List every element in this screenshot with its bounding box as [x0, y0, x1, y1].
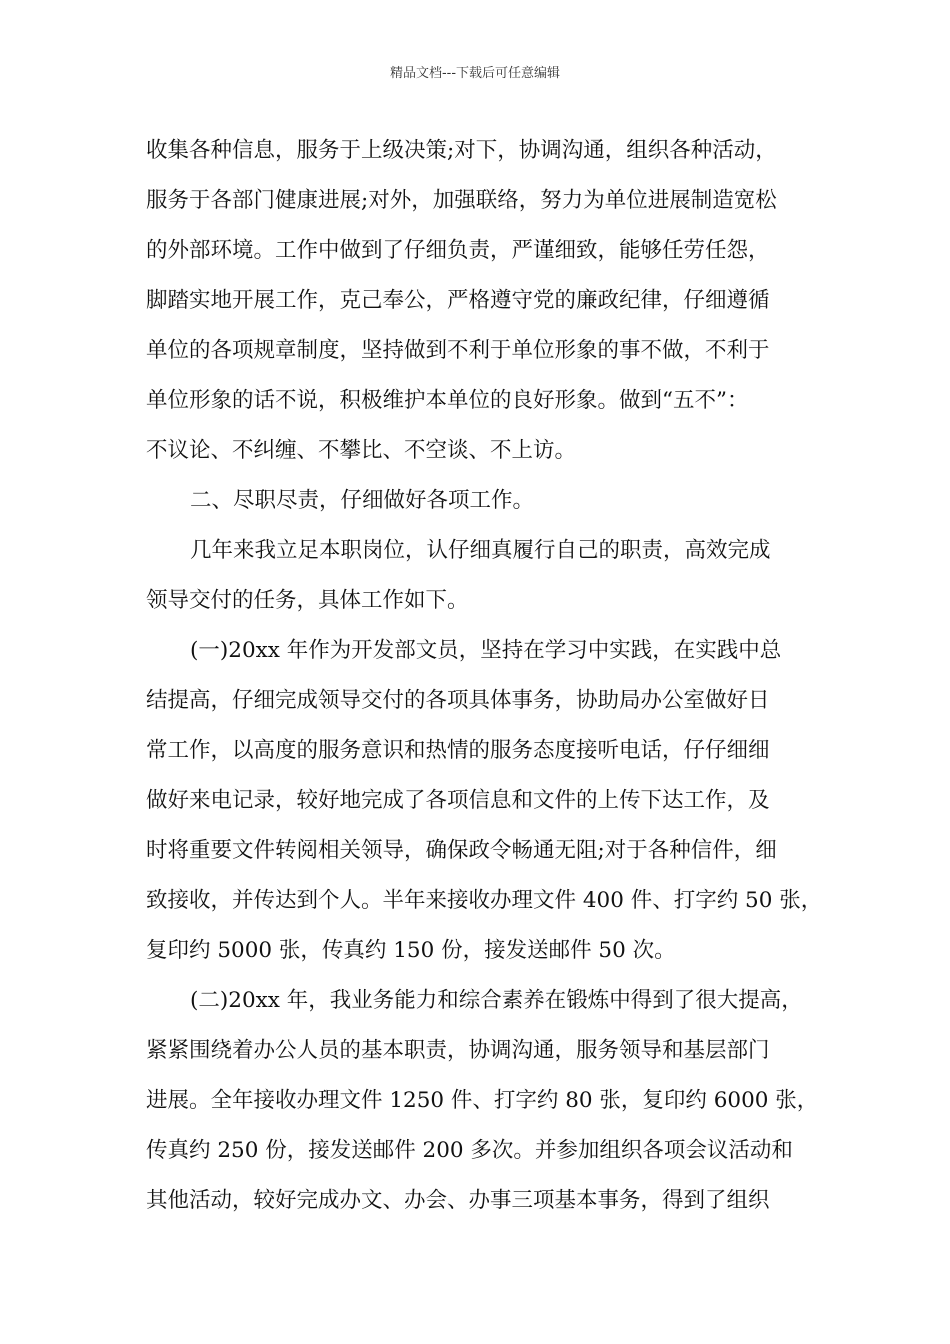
text-line: 几年来我立足本职岗位，认仔细真履行自己的职责，高效完成: [190, 538, 771, 563]
text-line: 常工作，以高度的服务意识和热情的服务态度接听电话，仔仔细细: [146, 738, 770, 763]
text-line: 单位的各项规章制度，坚持做到不利于单位形象的事不做，不利于: [146, 338, 770, 363]
text-line: 服务于各部门健康进展;对外，加强联络，努力为单位进展制造宽松: [146, 188, 777, 213]
text-line: 的外部环境。工作中做到了仔细负责，严谨细致，能够任劳任怨，: [146, 238, 770, 263]
text-line: 其他活动，较好完成办文、办会、办事三项基本事务，得到了组织: [146, 1188, 770, 1213]
text-line: 致接收，并传达到个人。半年来接收办理文件 400 件、打字约 50 张，: [146, 888, 823, 913]
text-line: 做好来电记录，较好地完成了各项信息和文件的上传下达工作，及: [146, 788, 770, 813]
text-line: 结提高，仔细完成领导交付的各项具体事务，协助局办公室做好日: [146, 688, 770, 713]
page-header: 精品文档---下载后可任意编辑: [389, 66, 561, 81]
text-line: 收集各种信息，服务于上级决策;对下，协调沟通，组织各种活动，: [146, 138, 777, 163]
text-line: 时将重要文件转阅相关领导，确保政令畅通无阻;对于各种信件，细: [146, 838, 777, 863]
text-line: 领导交付的任务，具体工作如下。: [146, 588, 469, 613]
text-line: 传真约 250 份，接发送邮件 200 多次。并参加组织各项会议活动和: [146, 1138, 793, 1163]
text-line: (一)20xx 年作为开发部文员，坚持在学习中实践，在实践中总: [190, 638, 782, 663]
text-line: 复印约 5000 张，传真约 150 份，接发送邮件 50 次。: [146, 938, 676, 963]
document-body: [146, 126, 836, 1226]
text-line: (二)20xx 年，我业务能力和综合素养在锻炼中得到了很大提高，: [190, 988, 803, 1013]
text-line: 不议论、不纠缠、不攀比、不空谈、不上访。: [146, 438, 577, 463]
section-heading: 二、尽职尽责，仔细做好各项工作。: [190, 488, 535, 513]
text-line: 单位形象的话不说，积极维护本单位的良好形象。做到“五不”：: [146, 388, 749, 413]
text-line: 进展。全年接收办理文件 1250 件、打字约 80 张，复印约 6000 张，: [146, 1088, 819, 1113]
text-line: 紧紧围绕着办公人员的基本职责，协调沟通，服务领导和基层部门: [146, 1038, 770, 1063]
text-line: 脚踏实地开展工作，克己奉公，严格遵守党的廉政纪律，仔细遵循: [146, 288, 770, 313]
